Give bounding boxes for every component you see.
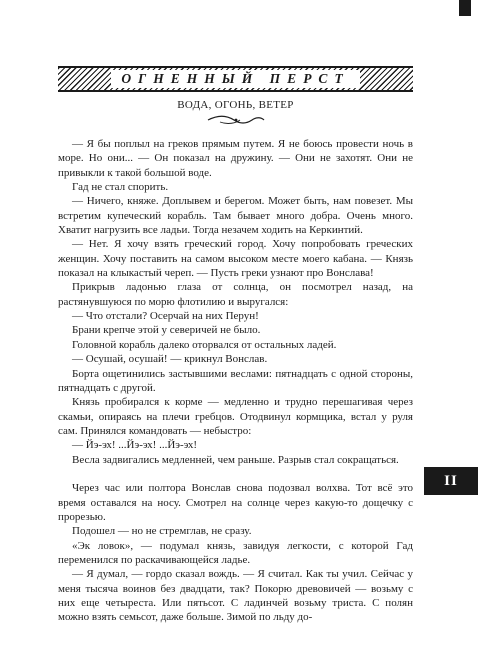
paragraph: — Йэ-эх! ...Йэ-эх! ...Йэ-эх!	[72, 439, 198, 452]
paragraph: — Ничего, княже. Доплывем и берегом. Может быть, нам повезет. Мы встретим купеческий корабль. Там бывает много добра. Очень много. Хватит нагрузить все ладьи. Тогда незачем ходить на Керкинтий.	[58, 195, 413, 237]
paragraph: — Нет. Я хочу взять греческий город. Хочу попробовать греческих женщин. Хочу поставить на самом высоком месте моего кабана. — Князь показал на клыкастый череп. — Пусть греки узнают про Вонслава!	[58, 238, 413, 280]
paragraph: — Что отстали? Осерчай на них Перун!	[72, 310, 259, 323]
chapter-title: ВОДА, ОГОНЬ, ВЕТЕР	[177, 99, 294, 111]
paragraph: Через час или полтора Вонслав снова подозвал волхва. Тот всё это время оставался на носу. Смотрел на солнце через какую-то дощечку с прорезью.	[58, 482, 413, 523]
paragraph: Князь пробирался к корме — медленно и трудно перешагивая через скамьи, опираясь на плечи гребцов. Отодвинул кормщика, встал у руля сам. Принялся командовать — небыстро:	[58, 396, 413, 437]
paragraph: — Осушай, осушай! — крикнул Вонслав.	[72, 353, 268, 366]
paragraph: Брани крепче этой у северичей не было.	[72, 324, 261, 337]
book-title: ОГНЕННЫЙ ПЕРСТ	[111, 70, 359, 88]
ornament-flourish-icon	[206, 114, 266, 126]
paragraph: Борта ощетинились застывшими веслами: пятнадцать с одной стороны, пятнадцать с другой.	[58, 367, 413, 394]
title-banner	[58, 66, 413, 92]
paragraph: Прикрыв ладонью глаза от солнца, он посмотрел назад, на растянувшуюся по морю флотилию и выругался:	[58, 281, 413, 308]
paragraph: Подошел — но не стремглав, не сразу.	[72, 525, 252, 538]
paragraph: — Я думал, — гордо сказал вождь. — Я считал. Как ты учил. Сейчас у меня тысяча воинов без двадцати, так? Покорю древовичей — возьму с них еще четыреста. Или пятьсот. С ладинчей возьму триста. С полян можно взять семьсот, даже больше. Зимой по льду до-	[58, 568, 413, 624]
running-header	[58, 66, 413, 126]
paragraph: Головной корабль далеко оторвался от остальных ладей.	[72, 338, 337, 351]
page-corner-mark	[459, 0, 471, 16]
paragraph: «Эк ловок», — подумал князь, завидуя легкости, с которой Гад переменился по раскачивающейся ладье.	[58, 539, 413, 566]
section-marker-tab: II	[424, 467, 478, 495]
paragraph: Весла задвигались медленней, чем раньше. Разрыв стал сокращаться.	[72, 453, 399, 466]
main-text	[58, 137, 413, 625]
paragraph: Гад не стал спорить.	[72, 181, 169, 194]
paragraph: — Я бы поплыл на греков прямым путем. Я не боюсь провести ночь в море. Но они... — Он показал на дружину. — Они не захотят. Они не привыкли к такой большой воде.	[58, 138, 413, 179]
